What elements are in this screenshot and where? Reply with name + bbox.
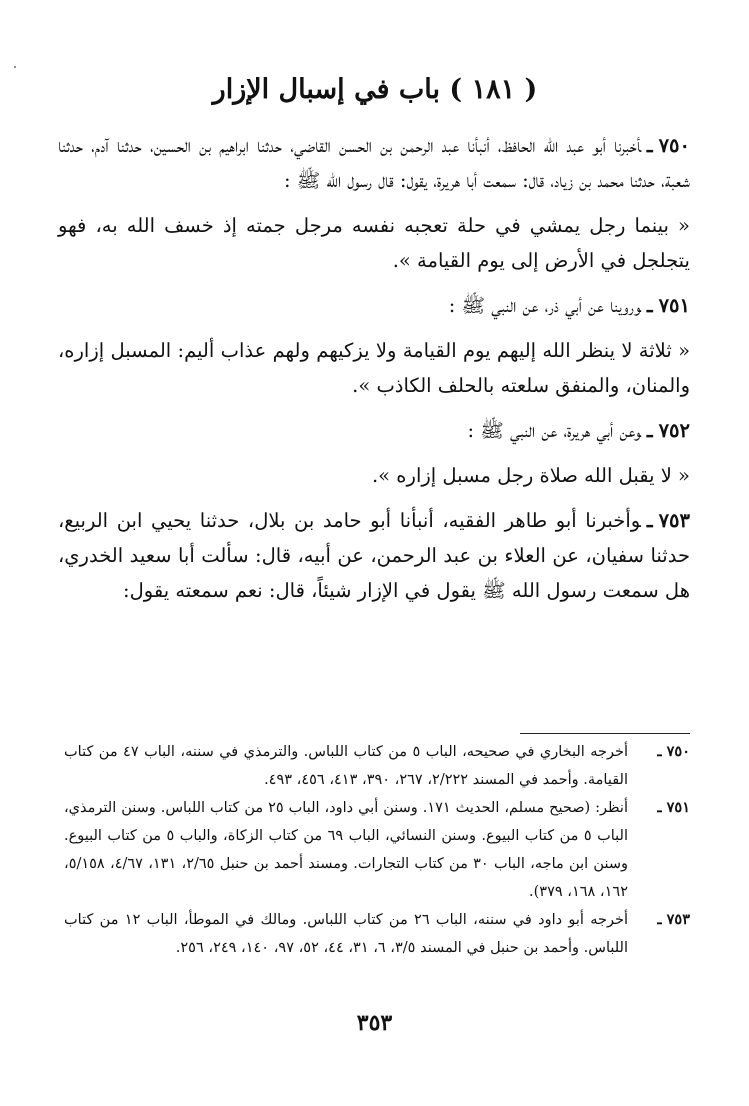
hadith-isnad: وعن أبي هريرة، عن النبي ﷺ : bbox=[467, 419, 641, 442]
hadith-752-matn: « لا يقبل الله صلاة رجل مسبل إزاره ». bbox=[371, 464, 690, 487]
footnote-number: ٧٥٣ ـ bbox=[657, 911, 690, 928]
hadith-dash: ـ bbox=[646, 134, 653, 157]
scan-speck bbox=[14, 66, 16, 68]
hadith-number: ٧٥١ bbox=[658, 294, 690, 317]
hadith-number: ٧٥٢ bbox=[658, 419, 690, 442]
hadith-752 bbox=[58, 413, 690, 448]
footnote-number: ٧٥١ ـ bbox=[657, 799, 690, 816]
footnote-text: أخرجه البخاري في صحيحه، الباب ٥ من كتاب اللباس. والترمذي في سننه، الباب ٤٧ من كتاب القيامة. وأحمد في المسند ٢/٢٢٢، ٢٦٧، ٣٩٠، ٤١٣، ٤٥٦، ٤٩٣. bbox=[64, 744, 628, 788]
hadith-isnad: أخبرنا أبو عبد الله الحافظ، أنبأنا عبد الرحمن بن الحسن القاضي، حدثنا ابراهيم بن الحسين، حدثنا آدم، حدثنا شعبة، حدثنا محمد بن زياد، قال: سمعت أبا هريرة، يقول: قال رسول الله ﷺ : bbox=[58, 134, 690, 192]
hadith-753 bbox=[58, 503, 690, 608]
footnote-text: أنظر: (صحيح مسلم، الحديث ١٧١. وسنن أبي داود، الباب ٢٥ من كتاب اللباس. وسنن الترمذي، الباب ٥ من كتاب البيوع. وسنن النسائي، الباب ٦٩ من كتاب الزكاة، والباب ٥ من كتاب البيوع. وسنن ابن ماجه، الباب ٣٠ من كتاب التجارات. ومسند أحمد بن حنبل ٢/٦٥، ١٣١، ٤/٦٧، ٥/١٥٨، ١٦٢، ١٦٨، ٣٧٩). bbox=[64, 800, 628, 900]
hadith-751-matn: « ثلاثة لا ينظر الله إليهم يوم القيامة ولا يزكيهم ولهم عذاب أليم: المسبل إزاره، والمنان، والمنفق سلعته بالحلف الكاذب ». bbox=[58, 339, 690, 397]
hadith-number: ٧٥٣ bbox=[658, 509, 690, 532]
hadith-dash: ـ bbox=[646, 419, 653, 442]
footnote-751 bbox=[64, 794, 690, 906]
page-number: ٣٥٣ bbox=[356, 1010, 393, 1036]
hadith-number: ٧٥٠ bbox=[658, 134, 690, 157]
hadith-dash: ـ bbox=[646, 294, 653, 317]
footnote-753 bbox=[64, 906, 690, 962]
chapter-title: ( ١٨١ ) باب في إسبال الإزار bbox=[212, 74, 538, 105]
hadith-isnad: وروينا عن أبي ذر، عن النبي ﷺ : bbox=[448, 294, 641, 317]
hadith-750-matn: « بينما رجل يمشي في حلة تعجبه نفسه مرجل جمته إذ خسف الله به، فهو يتجلجل في الأرض إلى يوم القيامة ». bbox=[58, 214, 690, 272]
hadith-isnad: وأخبرنا أبو طاهر الفقيه، أنبأنا أبو حامد بن بلال، حدثنا يحيي ابن الربيع، حدثنا سفيان، عن العلاء بن عبد الرحمن، عن أبيه، قال: سألت أبا سعيد الخدري، هل سمعت رسول الله ﷺ يقول في الإزار شيئاً، قال: نعم سمعته يقول: bbox=[58, 509, 690, 602]
footnote-text: أخرجه أبو داود في سننه، الباب ٢٦ من كتاب اللباس. ومالك في الموطأ، الباب ١٢ من كتاب اللباس. وأحمد بن حنبل في المسند ٣/٥، ٦، ٣١، ٤٤، ٥٢، ٩٧، ١٤٠، ٢٤٩، ٢٥٦. bbox=[64, 912, 628, 956]
hadith-750 bbox=[58, 128, 690, 198]
footnotes bbox=[64, 738, 690, 962]
footnote-750 bbox=[64, 738, 690, 794]
hadith-751 bbox=[58, 288, 690, 323]
footnote-number: ٧٥٠ ـ bbox=[657, 743, 690, 760]
footnote-divider bbox=[520, 733, 690, 734]
hadith-dash: ـ bbox=[646, 509, 653, 532]
main-text bbox=[58, 128, 690, 618]
